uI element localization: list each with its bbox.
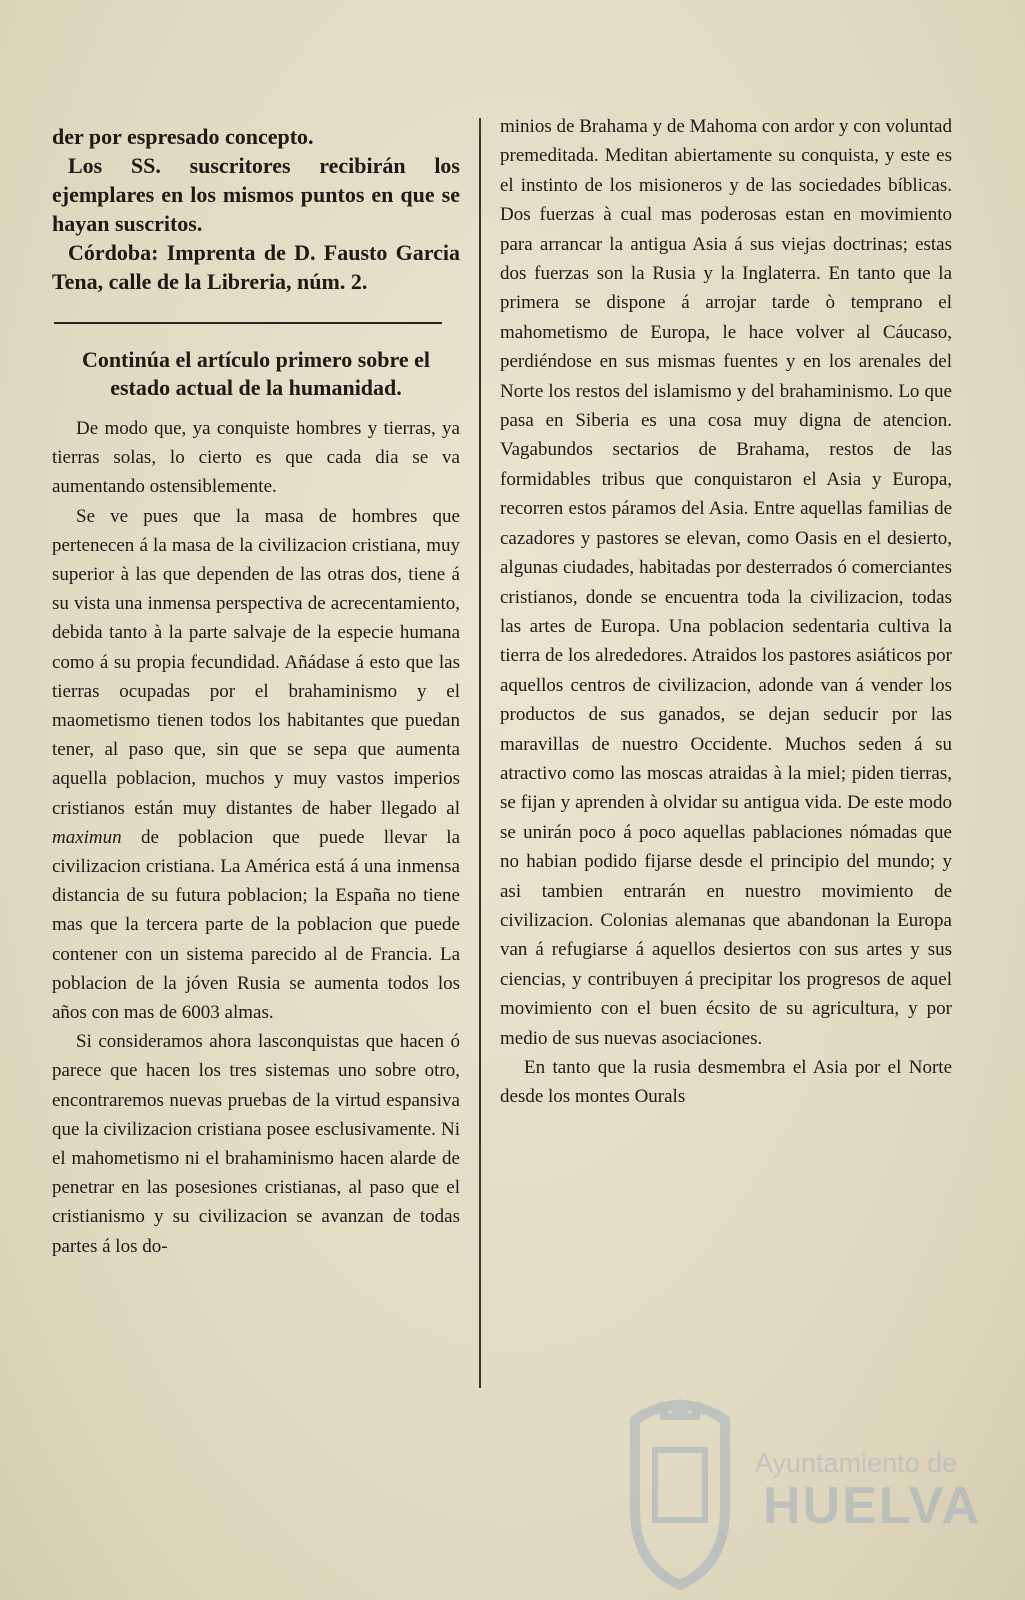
notice-line-1: der por espresado concepto.	[52, 124, 314, 149]
paragraph-2-continuation: de poblacion que puede llevar la civilizacion cristiana. La América está á una inmensa distancia de su futura poblacion; la España no tiene mas que la tercera parte de la poblacion que puede contener con un sistema parecido al de Francia. La poblacion de la jóven Rusia se aumenta todos los años con mas de 6003 almas.	[52, 826, 461, 1024]
watermark-line-2: HUELVA	[763, 1477, 982, 1535]
left-column	[52, 100, 460, 1261]
italic-word: maximun	[52, 826, 122, 848]
article-title: Continúa el artículo primero sobre el estado actual de la humanidad.	[81, 347, 431, 400]
printer-imprint: Córdoba: Imprenta de D. Fausto Garcia Tena, calle de la Libreria, núm. 2.	[52, 240, 460, 294]
archive-watermark	[615, 1390, 982, 1590]
masthead-notice	[52, 122, 460, 296]
watermark-line-1: Ayuntamiento de	[755, 1448, 958, 1478]
right-column	[500, 112, 952, 1112]
paragraph-5: En tanto que la rusia desmembra el Asia por el Norte desde los montes Ourals	[500, 1057, 952, 1108]
paragraph-2-text: Se ve pues que la masa de hombres que pertenecen á la masa de la civilizacion cristiana, muy superior à las que dependen de las otras dos, tiene á su vista una inmensa perspectiva de acrecentamiento, debida tanto à la parte salvaje de la especie humana como á su propia fecundidad. Añádase á esto que las tierras ocupadas por el brahaminismo y el maometismo tienen todos los habitantes que puedan tener, al paso que, sin que se sepa que aumenta aquella poblacion, muchos y muy vastos imperios cristianos están muy distantes de haber llegado al	[52, 505, 460, 819]
coat-of-arms-icon	[615, 1390, 745, 1590]
section-rule	[54, 322, 442, 324]
paragraph-3: Si consideramos ahora lasconquistas que hacen ó parece que hacen los tres sistemas uno sobre otro, encontraremos nuevas pruebas de la virtud espansiva que la civilizacion cristiana posee esclusivamente. Ni el mahometismo ni el brahaminismo hacen alarde de penetrar en las posesiones cristianas, al paso que el cristianismo y su civilizacion se avanzan de todas partes á los do-	[52, 1031, 460, 1257]
paragraph-4: minios de Brahama y de Mahoma con ardor y con voluntad premeditada. Meditan abiertamente su conquista, y este es el instinto de los misioneros y de las sociedades bíblicas. Dos fuerzas à cual mas poderosas estan en movimiento para arrancar la antigua Asia á sus viejas doctrinas; estas dos fuerzas son la Rusia y la Inglaterra. En tanto que la primera se dispone á arrojar tarde ò temprano el mahometismo de Europa, le hace volver al Cáucaso, perdiéndose en sus mismas fuentes y en los arenales del Norte los restos del islamismo y del brahaminismo. Lo que pasa en Siberia es una cosa muy digna de atencion. Vagabundos sectarios de Brahama, restos de las formidables tribus que conquistaron el Asia y Europa, recorren estos páramos del Asia. Entre aquellas familias de cazadores y pastores se elevan, como Oasis en el desierto, algunas ciudades, habitadas por desterrados ó comerciantes cristianos, donde se encuentra toda la civilizacion, todas las artes de Europa. Una poblacion sedentaria cultiva la tierra de los alrededores. Atraidos los pastores asiáticos por aquellos centros de civilizacion, adonde van á vender los productos de sus ganados, se dejan seducir por las maravillas de nuestro Occidente. Muchos seden á su atractivo como las moscas atraidas à la miel; piden tierras, se fijan y aprenden à olvidar su antigua vida. De este modo se unirán poco á poco aquellas pablaciones nómadas que no habian podido fijarse desde el principio del mundo; y asi tambien entrarán en nuestro movimiento de civilizacion. Colonias alemanas que abandonan la Europa van á refugiarse á aquellos desiertos con sus artes y sus ciencias, y contribuyen á precipitar los progresos de aquel movimiento con el buen écsito de su agricultura, y por medio de sus nuevas asociaciones.	[500, 116, 952, 1049]
column-divider	[479, 118, 481, 1388]
paragraph-1: De modo que, ya conquiste hombres y tierras, ya tierras solas, lo cierto es que cada dia se va aumentando ostensiblemente.	[52, 418, 460, 498]
notice-line-2: Los SS. suscritores recibirán los ejemplares en los mismos puntos en que se hayan suscritos.	[52, 153, 460, 236]
paragraph-2	[52, 502, 460, 1028]
